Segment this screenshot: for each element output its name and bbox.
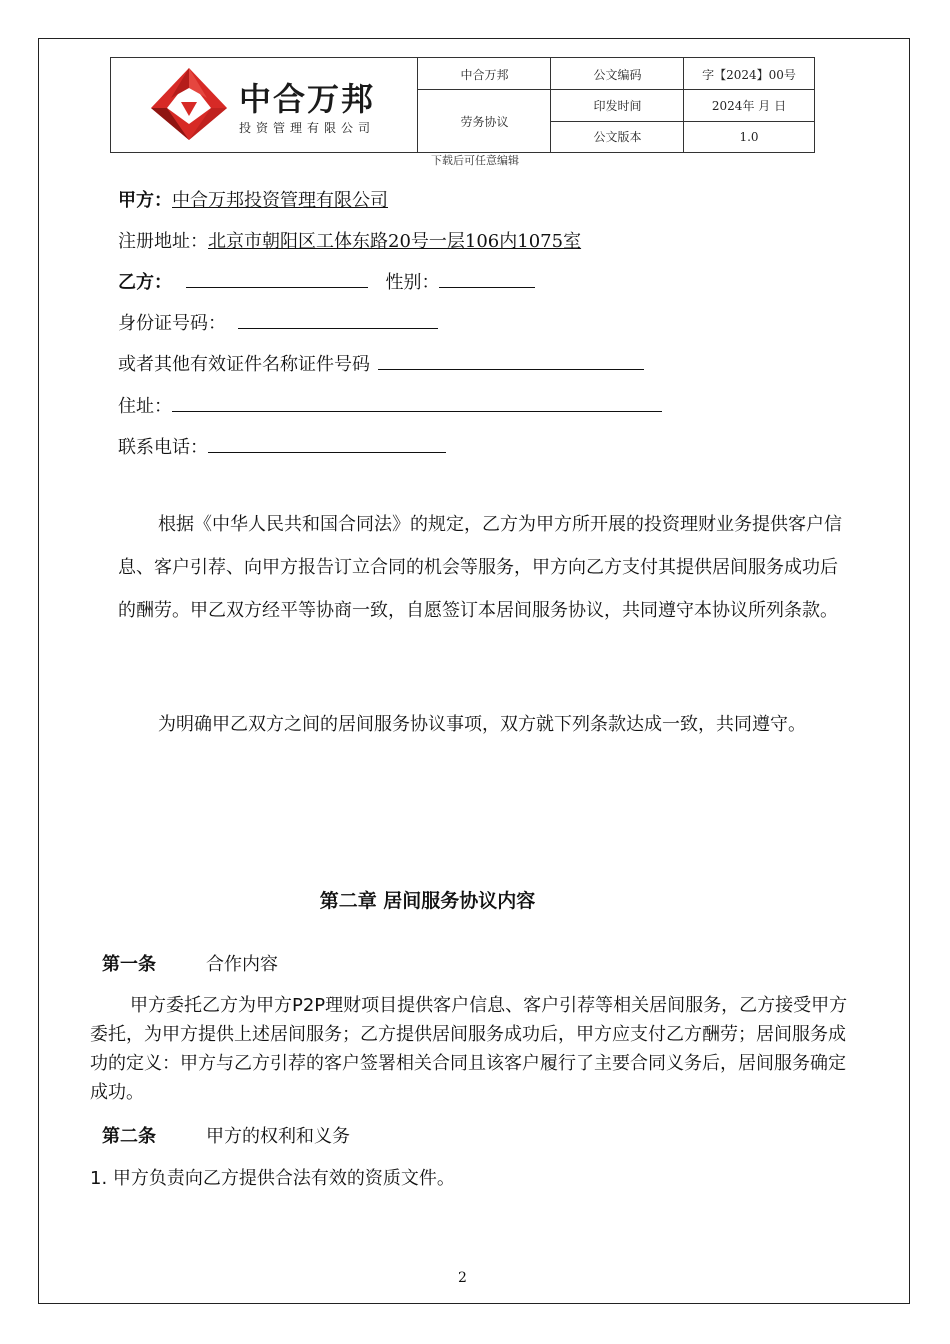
date-value-cell: 2024年 月 日 (683, 90, 814, 121)
gender-blank[interactable] (439, 269, 535, 288)
other-id-blank[interactable] (378, 351, 644, 370)
id-blank[interactable] (238, 310, 438, 329)
version-label-cell: 公文版本 (550, 121, 684, 152)
intro-paragraph (118, 503, 848, 632)
article-2-number: 第二条 (102, 1126, 156, 1147)
id-line (118, 309, 438, 335)
article-2-item-1: 1. 甲方负责向乙方提供合法有效的资质文件。 (90, 1168, 455, 1189)
company-logo (111, 58, 418, 152)
intro2-text: 为明确甲乙双方之间的居间服务协议事项，双方就下列条款达成一致，共同遵守。 (158, 714, 806, 735)
code-label-cell: 公文编码 (550, 58, 684, 90)
id-label: 身份证号码： (118, 313, 226, 334)
phone-label: 联系电话： (118, 437, 208, 458)
article-1-title: 合作内容 (206, 954, 278, 975)
logo-name: 中合万邦 (239, 80, 376, 118)
other-id-label: 或者其他有效证件名称证件号码 (118, 354, 370, 375)
intro-paragraph-2 (118, 703, 848, 746)
article-2-heading (102, 1122, 350, 1148)
document-header-table (110, 57, 815, 153)
residence-blank[interactable] (172, 393, 662, 412)
article-1-body (90, 991, 850, 1107)
party-a-label: 甲方： (118, 190, 172, 211)
header-rule (550, 121, 814, 122)
party-b-label: 乙方： (118, 272, 172, 293)
party-b-line (118, 268, 535, 294)
other-id-line (118, 350, 644, 376)
logo-diamond-icon (141, 58, 251, 152)
phone-line (118, 433, 446, 459)
company-short-cell: 中合万邦 (417, 58, 551, 90)
article-2-title: 甲方的权利和义务 (206, 1126, 350, 1147)
header-rule (417, 89, 814, 90)
doc-type-cell: 劳务协议 (417, 90, 551, 152)
page-number: 2 (458, 1270, 467, 1286)
party-b-blank[interactable] (186, 269, 368, 288)
edit-note: 下载后可任意编辑 (431, 154, 519, 167)
address-label: 注册地址： (118, 231, 208, 252)
article-1-heading (102, 950, 278, 976)
version-value-cell: 1.0 (683, 121, 814, 152)
phone-blank[interactable] (208, 434, 446, 453)
party-a-value: 中合万邦投资管理有限公司 (172, 190, 388, 211)
chapter-title: 第二章 居间服务协议内容 (319, 890, 536, 912)
gender-label: 性别： (385, 272, 440, 293)
intro-text: 根据《中华人民共和国合同法》的规定，乙方为甲方所开展的投资理财业务提供客户信息、客户引荐、向甲方报告订立合同的机会等服务，甲方向乙方支付其提供居间服务成功后的酬劳。甲乙双方经平等协商一致，自愿签订本居间服务协议，共同遵守本协议所列条款。 (118, 514, 842, 621)
party-a-line (118, 186, 388, 212)
article-1-number: 第一条 (102, 954, 156, 975)
residence-line (118, 392, 662, 418)
residence-label: 住址： (118, 396, 172, 417)
article-1-text: 甲方委托乙方为甲方P2P理财项目提供客户信息、客户引荐等相关居间服务，乙方接受甲方委托，为甲方提供上述居间服务；乙方提供居间服务成功后，甲方应支付乙方酬劳；居间服务成功的定义：甲方与乙方引荐的客户签署相关合同且该客户履行了主要合同义务后，居间服务确定成功。 (90, 995, 848, 1103)
logo-subtitle: 投资管理有限公司 (239, 121, 376, 135)
code-value-cell: 字【2024】00号 (683, 58, 814, 90)
address-line (118, 227, 581, 253)
address-value: 北京市朝阳区工体东路20号一层106内1075室 (208, 231, 582, 252)
date-label-cell: 印发时间 (550, 90, 684, 121)
